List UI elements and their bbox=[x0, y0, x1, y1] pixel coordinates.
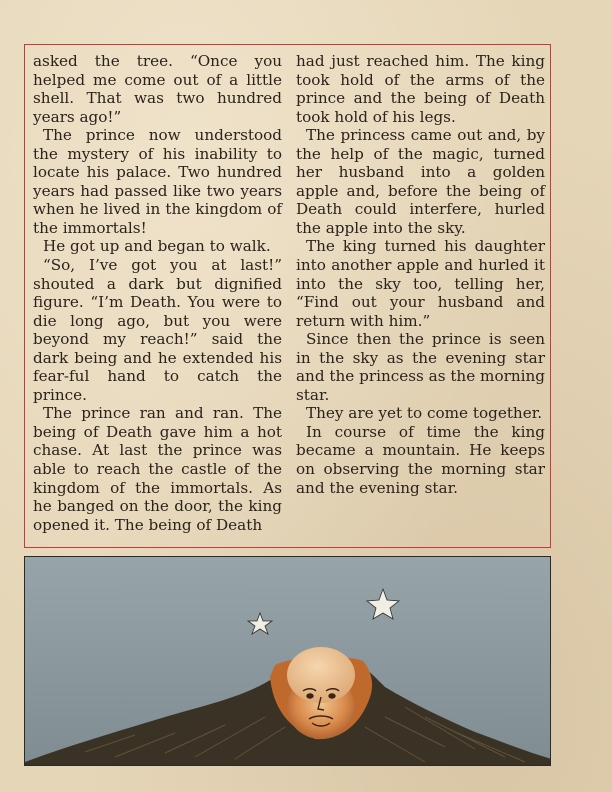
paragraph: asked the tree. “Once you helped me come out of a little shell. That was two hundred years ago!” bbox=[33, 52, 282, 126]
paragraph: The prince ran and ran. The being of Death gave him a hot chase. At last the prince was able to reach the castle of the kingdom of the immortals. As he banged on the door, the king opened it. The being of Death bbox=[33, 404, 282, 534]
paragraph: had just reached him. The king took hold of the arms of the prince and the being of Death took hold of his legs. bbox=[296, 52, 545, 126]
paragraph: “So, I’ve got you at last!” shouted a dark but dignified figure. “I’m Death. You were to die long ago, but you were beyond my reach!” said the dark being and he extended his fear-ful hand to catch the prince. bbox=[33, 256, 282, 404]
paragraph: Since then the prince is seen in the sky as the evening star and the princess as the morning star. bbox=[296, 330, 545, 404]
illustration-artwork bbox=[25, 557, 551, 766]
paragraph: The prince now understood the mystery of his inability to locate his palace. Two hundred years had passed like two years when he lived in the kingdom of the immortals! bbox=[33, 126, 282, 237]
king-head bbox=[287, 647, 355, 703]
left-column bbox=[33, 52, 282, 534]
paragraph: The princess came out and, by the help of the magic, turned her husband into a golden apple and, before the being of Death could interfere, hurled the apple into the sky. bbox=[296, 126, 545, 237]
paragraph: In course of time the king became a mountain. He keeps on observing the morning star and the evening star. bbox=[296, 422, 545, 497]
paragraph: They are yet to come together. bbox=[306, 404, 543, 423]
paragraph: The king turned his daughter into another apple and hurled it into the sky too, telling her, “Find out your husband and return with him.” bbox=[296, 237, 545, 330]
mountain-king-illustration bbox=[24, 556, 551, 766]
paragraph: He got up and began to walk. bbox=[43, 237, 271, 256]
story-text-frame bbox=[24, 44, 551, 548]
right-column bbox=[296, 52, 545, 497]
